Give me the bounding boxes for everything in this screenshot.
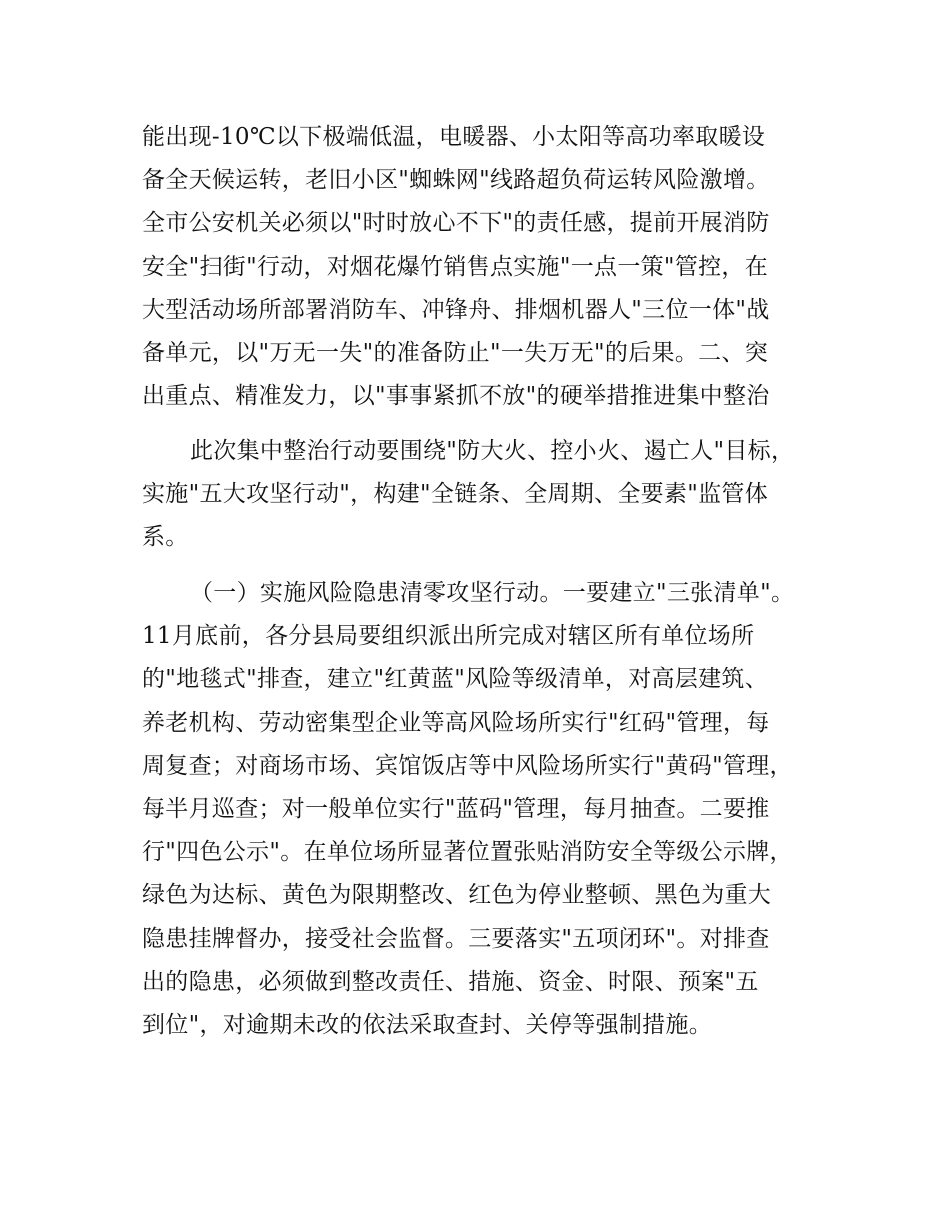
text-line: 的"地毯式"排查，建立"红黄蓝"风险等级清单，对高层建筑、 [142,666,769,693]
text-line: 出重点、精准发力，以"事事紧抓不放"的硬举措推进集中整治 [142,383,770,410]
text-line: （一）实施风险隐患清零攻坚行动。一要建立"三张清单"。 [190,580,795,606]
text-line: 隐患挂牌督办，接受社会监督。三要落实"五项闭环"。对排查 [142,925,770,952]
text-line: 每半月巡查；对一般单位实行"蓝码"管理，每月抽查。二要推 [142,795,770,822]
text-line: 行"四色公示"。在单位场所显著位置张贴消防安全等级公示牌， [142,839,793,866]
text-line: 11月底前，各分县局要组织派出所完成对辖区所有单位场所 [142,623,755,650]
text-line: 周复查；对商场市场、宾馆饭店等中风险场所实行"黄码"管理， [142,752,793,779]
paragraph-intro [142,430,830,560]
paragraph-section-one [142,572,830,1047]
text-line: 出的隐患，必须做到整改责任、措施、资金、时限、预案"五 [142,968,759,995]
text-line: 实施"五大攻坚行动"，构建"全链条、全周期、全要素"监管体 [142,481,769,508]
text-line: 到位"，对逾期未改的依法采取查封、关停等强制措施。 [142,1011,713,1038]
text-line: 养老机构、劳动密集型企业等高风险场所实行"红码"管理，每 [142,709,770,736]
text-line: 安全"扫街"行动，对烟花爆竹销售点实施"一点一策"管控，在 [142,253,769,280]
text-line: 备单元，以"万无一失"的准备防止"一失万无"的后果。二、突 [142,339,769,366]
text-line: 备全天候运转，老旧小区"蜘蛛网"线路超负荷运转风险激增。 [142,167,770,194]
text-line: 系。 [142,524,189,551]
paragraph-continuation [142,116,830,418]
text-line: 能出现-10℃以下极端低温，电暖器、小太阳等高功率取暖设 [142,124,766,150]
text-line: 全市公安机关必须以"时时放心不下"的责任感，提前开展消防 [142,210,770,237]
text-line: 绿色为达标、黄色为限期整改、红色为停业整顿、黑色为重大 [142,882,772,909]
text-line: 此次集中整治行动要围绕"防大火、控小火、遏亡人"目标， [190,438,795,464]
text-line: 大型活动场所部署消防车、冲锋舟、排烟机器人"三位一体"战 [142,296,770,323]
